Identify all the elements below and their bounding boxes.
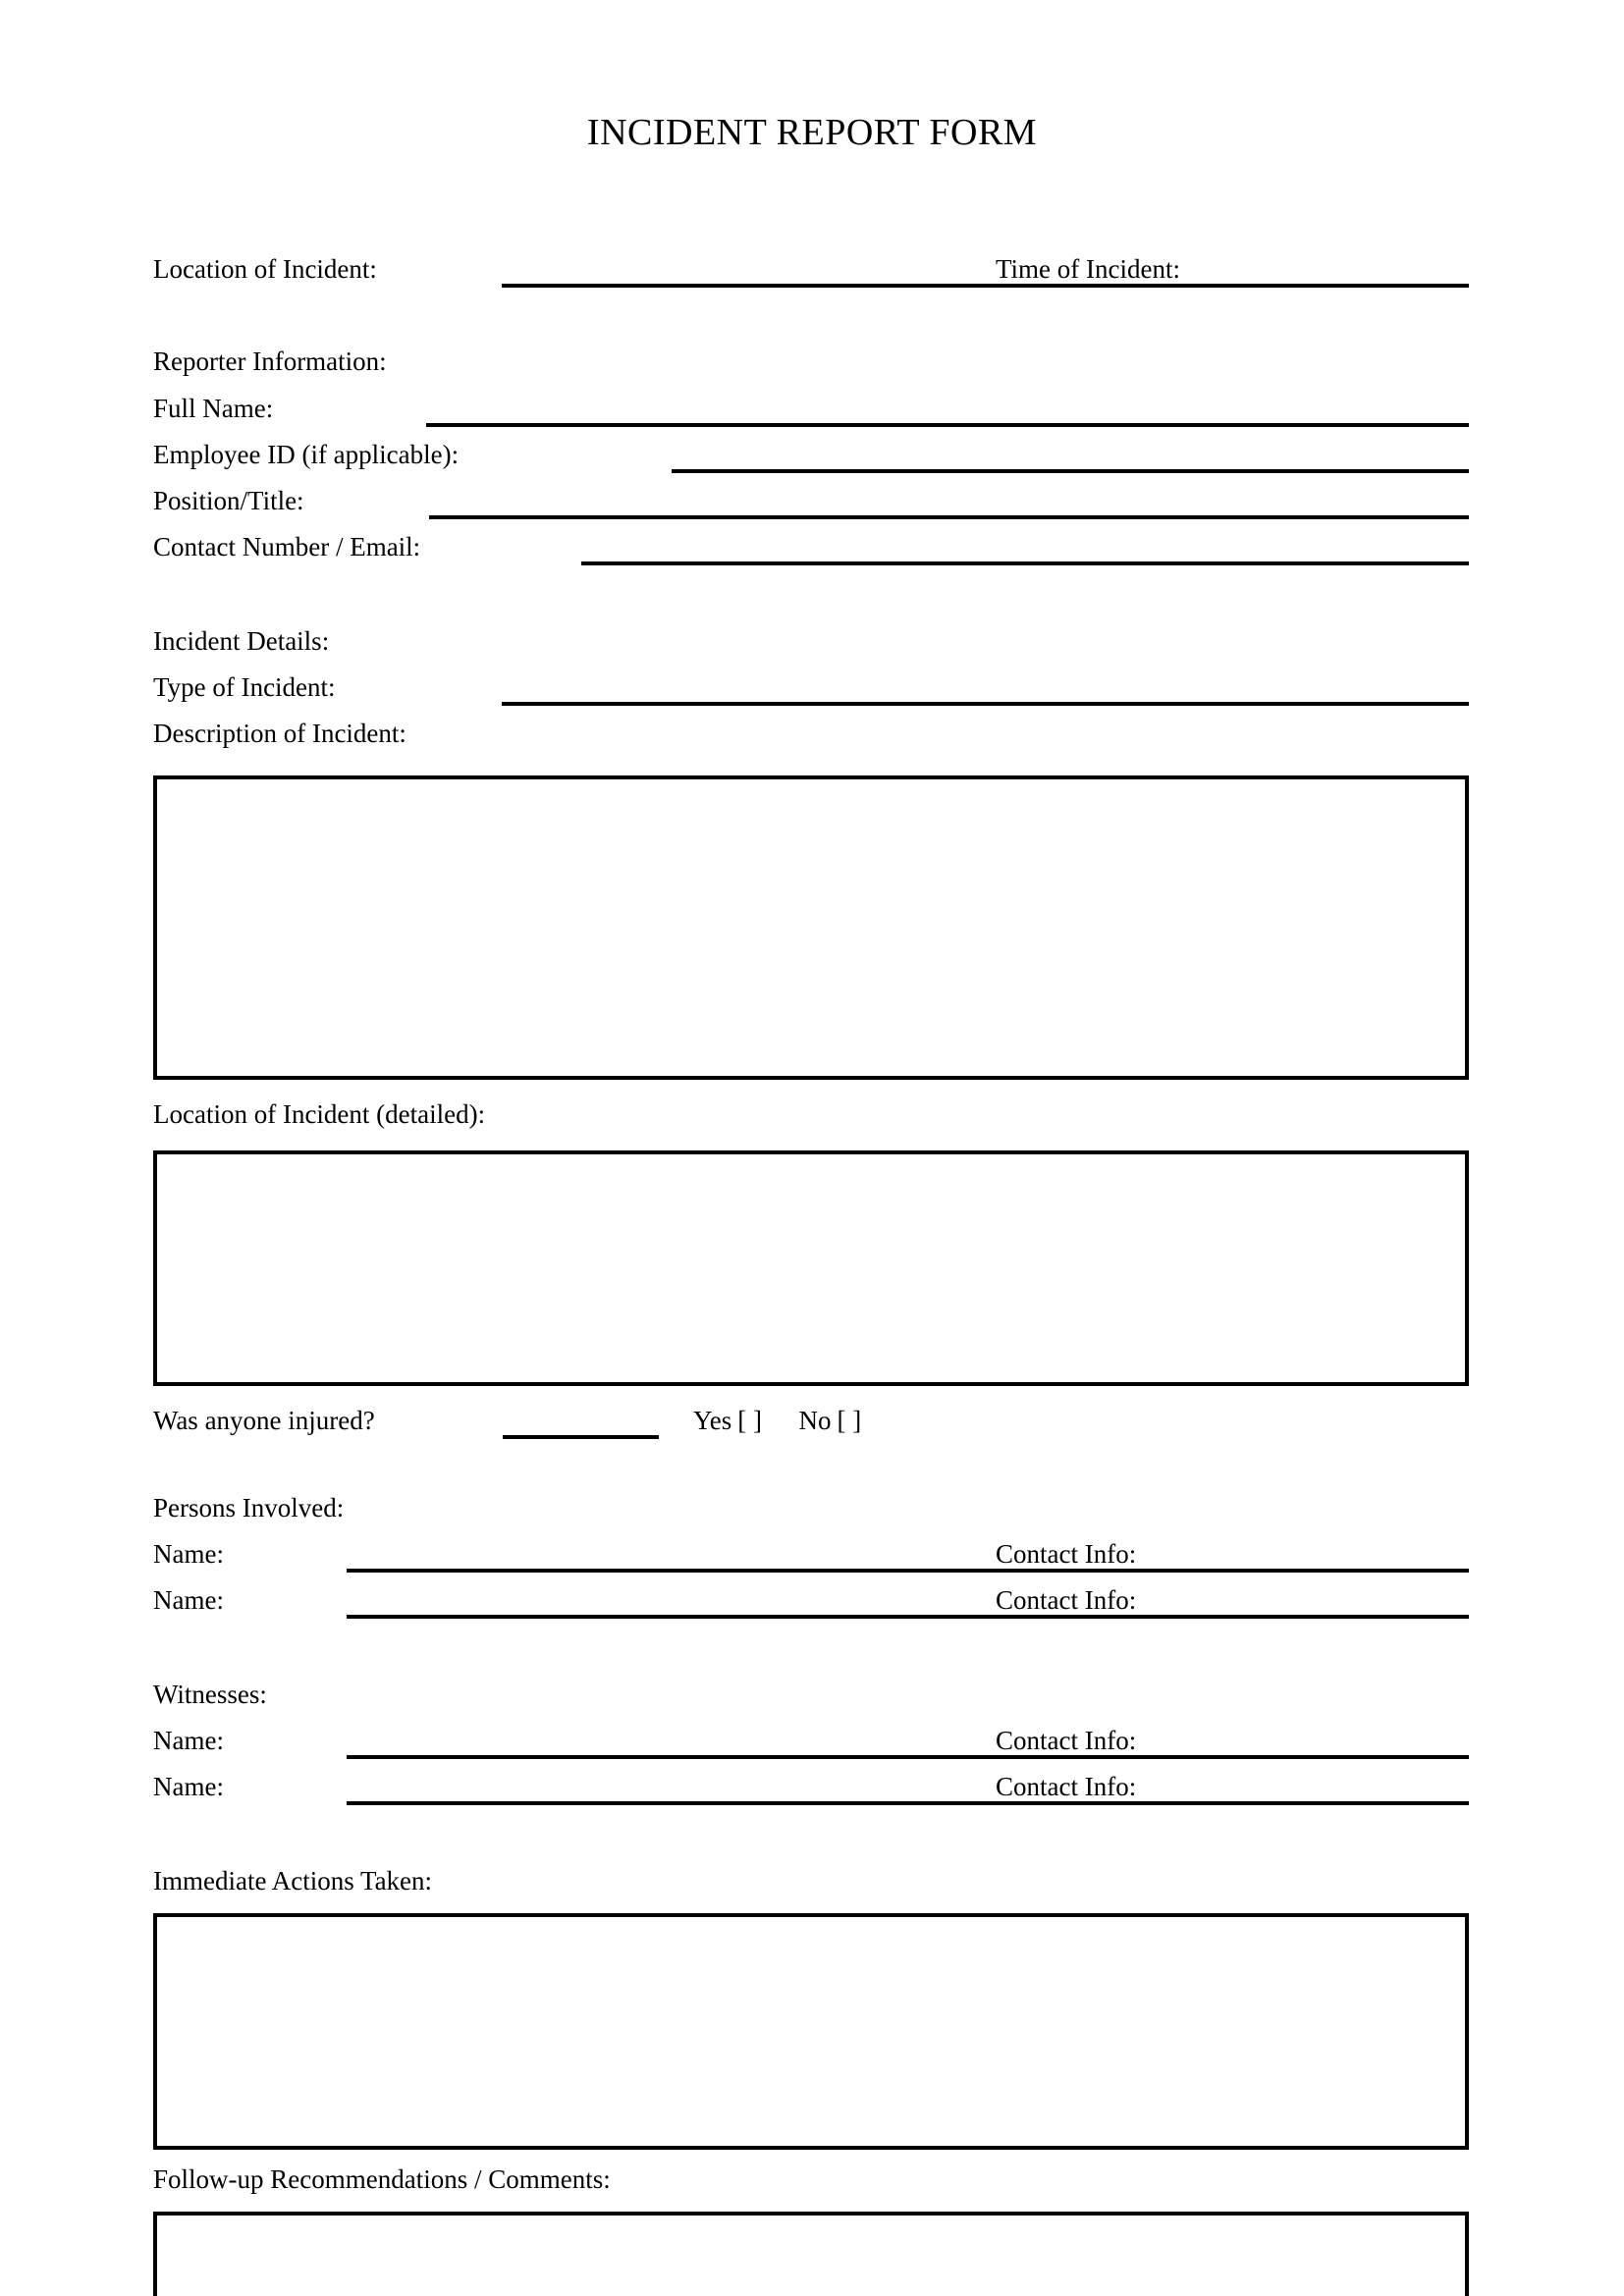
- witnesses-heading: Witnesses:: [153, 1680, 267, 1709]
- contact-number-email-input-line[interactable]: [581, 561, 1469, 565]
- person-1-contact-label: Contact Info:: [996, 1539, 1137, 1569]
- immediate-actions-heading: Immediate Actions Taken:: [153, 1866, 433, 1896]
- time-of-incident-label: Time of Incident:: [996, 254, 1180, 284]
- injury-no-label: No: [798, 1406, 832, 1435]
- persons-involved-heading: Persons Involved:: [153, 1493, 345, 1522]
- location-time-input-line[interactable]: [502, 284, 1469, 288]
- injury-question-label: Was anyone injured?: [153, 1406, 375, 1435]
- incident-details-heading: Incident Details:: [153, 626, 330, 656]
- injury-yes-choice[interactable]: [693, 1408, 762, 1434]
- witness-1-input-line[interactable]: [347, 1755, 1469, 1759]
- witness-1-contact-label: Contact Info:: [996, 1726, 1137, 1755]
- reporter-information-heading: Reporter Information:: [153, 347, 387, 376]
- injury-choice-group: [693, 1408, 861, 1434]
- witness-2-contact-label: Contact Info:: [996, 1772, 1137, 1801]
- immediate-actions-textarea[interactable]: [153, 1913, 1469, 2150]
- description-of-incident-label: Description of Incident:: [153, 719, 406, 748]
- detailed-location-textarea[interactable]: [153, 1150, 1469, 1386]
- description-of-incident-textarea[interactable]: [153, 775, 1469, 1080]
- contact-number-email-label: Contact Number / Email:: [153, 532, 421, 561]
- page-title: INCIDENT REPORT FORM: [586, 112, 1038, 153]
- person-2-contact-label: Contact Info:: [996, 1585, 1137, 1615]
- injury-no-choice[interactable]: [799, 1408, 862, 1434]
- location-of-incident-label: Location of Incident:: [153, 254, 377, 284]
- followup-recommendations-heading: Follow-up Recommendations / Comments:: [153, 2164, 611, 2194]
- full-name-input-line[interactable]: [426, 423, 1469, 427]
- followup-recommendations-textarea[interactable]: [153, 2212, 1469, 2296]
- employee-id-label: Employee ID (if applicable):: [153, 440, 460, 469]
- witness-2-name-label: Name:: [153, 1772, 224, 1801]
- type-of-incident-input-line[interactable]: [502, 702, 1469, 706]
- injury-yes-label: Yes: [693, 1406, 732, 1435]
- detailed-location-label: Location of Incident (detailed):: [153, 1099, 486, 1129]
- witness-2-input-line[interactable]: [347, 1801, 1469, 1805]
- position-title-label: Position/Title:: [153, 486, 304, 515]
- full-name-label: Full Name:: [153, 394, 274, 423]
- person-2-name-label: Name:: [153, 1585, 224, 1615]
- witness-1-name-label: Name:: [153, 1726, 224, 1755]
- person-1-input-line[interactable]: [347, 1569, 1469, 1573]
- employee-id-input-line[interactable]: [672, 469, 1469, 473]
- injury-no-checkbox[interactable]: [ ]: [837, 1406, 862, 1435]
- person-1-name-label: Name:: [153, 1539, 224, 1569]
- type-of-incident-label: Type of Incident:: [153, 672, 336, 702]
- person-2-input-line[interactable]: [347, 1615, 1469, 1619]
- injury-answer-input-line[interactable]: [503, 1435, 659, 1439]
- position-title-input-line[interactable]: [429, 515, 1469, 519]
- injury-yes-checkbox[interactable]: [ ]: [737, 1406, 763, 1435]
